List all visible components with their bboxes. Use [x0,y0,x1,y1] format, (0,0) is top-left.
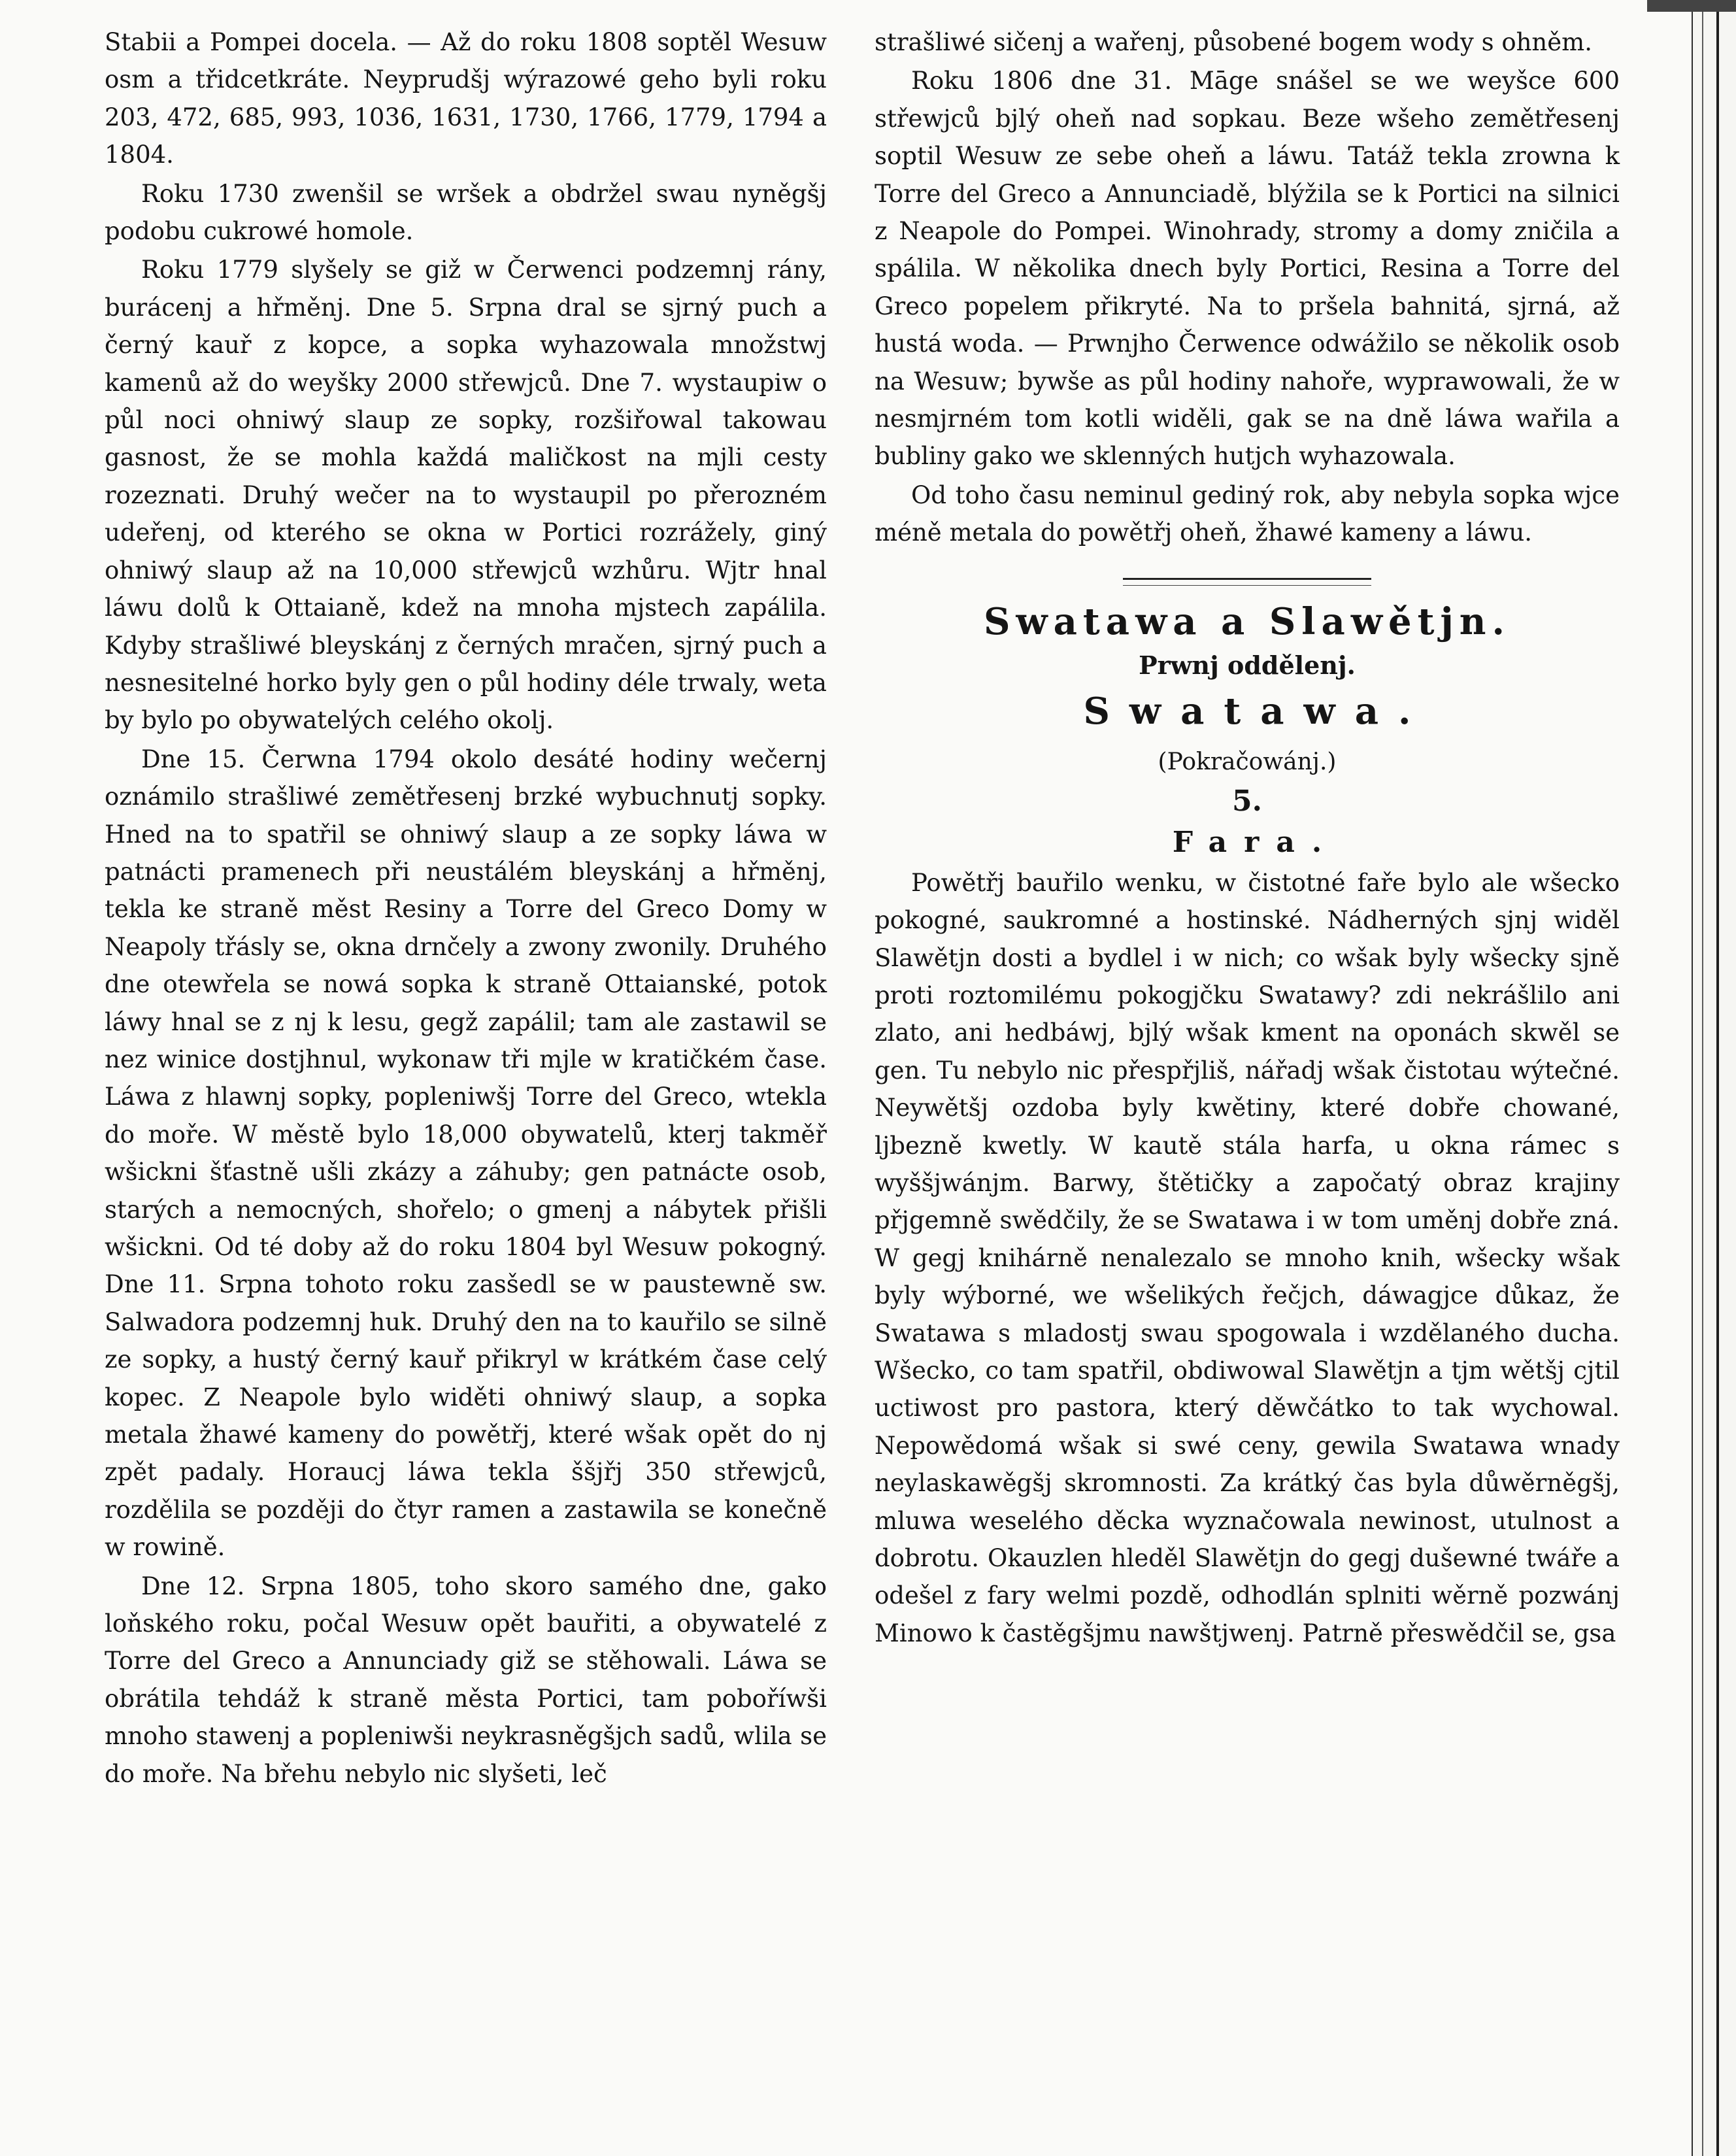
page-edge [1702,0,1703,2156]
story-title: Swatawa a Slawětjn. [983,599,1511,643]
left-column [105,24,827,1793]
chapter-title: Fara. [1172,825,1339,859]
paragraph: Dne 15. Čerwna 1794 okolo desáté hodiny wečernj oznámilo strašliwé zemětřesenj brzké wybuchnutj sopky. Hned na to spatřil se ohniwý slaup a ze sopky láwa w patnácti pramenech při neustálém bleyskánj a hřměnj, tekla ke straně měst Resiny a Torre del Greco Domy w Neapoly třásly se, okna drnčely a zwony zwonily. Druhého dne otewřela se nowá sopka k straně Ottaianské, potok láwy hnal se z nj k lesu, gegž zapálil; tam ale zastawil se nez winice dostjhnul, wykonaw tři mjle w kratičkém čase. Láwa z hlawnj sopky, popleniwšj Torre del Greco, wtekla do moře. W městě bylo 18,000 obywatelů, kterj takměř wšickni šťastně ušli zkázy a záhuby; gen patnácte osob, starých a nemocných, shořelo; o gmenj a nábytek přišli wšickni. Od té doby až do roku 1804 byl Wesuw pokogný. Dne 11. Srpna tohoto roku zasšedl se w paustewně sw. Salwadora podzemnj huk. Druhý den na to kauřilo se silně ze sopky, a hustý černý kauř přikryl w krátkém čase celý kopec. Z Neapole bylo widěti ohniwý slaup, a sopka metala žhawé kameny do powětřj, které wšak opět do nj zpět padaly. Horaucj láwa tekla ššjřj 350 střewjců, rozdělila se později do čtyr ramen a zastawila se konečně w rowině. [105,745,827,1562]
section-title: Swatawa. [1083,689,1431,733]
paragraph: strašliwé sičenj a wařenj, působené bogem wody s ohněm. [875,28,1593,56]
scan-border [1647,0,1736,12]
part-label: Prwnj oddělenj. [1139,650,1356,680]
paragraph: Od toho času neminul gediný rok, aby nebyla sopka wjce méně metala do powětřj oheň, žhawé kameny a láwu. [875,480,1620,547]
paragraph: Powětřj bauřilo wenku, w čistotné faře bylo ale wšecko pokogné, saukromné a hostinské. Nádherných sjnj widěl Slawětjn dosti a bydlel i w nich; co wšak byly wšecky sjně proti roztomilému pokogjčku Swatawy? zdi nekrášlilo ani zlato, ani hedbáwj, bjlý wšak kment na oponách skwěl se gen. Tu nebylo nic přespřjliš, nářadj wšak čistotau wýtečné. Neywětšj ozdoba byly kwětiny, které dobře chowané, ljbezně kwetly. W kautě stála harfa, u okna rámec s wyššjwánjm. Barwy, štětičky a započatý obraz krajiny přjgemně swědčily, že se Swatawa i w tom uměnj dobře zná. W gegj knihárně nenalezalo se mnoho knih, wšecky wšak byly wýborné, we wšelikých řečjch, dáwagjce důkaz, že Swatawa s mladostj swau spogowala i wzdělaného ducha. Wšecko, co tam spatřil, obdiwowal Slawětjn a tjm wětšj cjtil uctiwost pro pastora, který děwčátko to tak wychowal. Nepowědomá wšak si swé ceny, gewila Swatawa wnady neylaskawěgšj skromnosti. Za krátký čas byla důwěrněgšj, mluwa weselého děcka wyznačowala newinost, utulnost a dobrotu. Okauzlen hleděl Slawětjn do gegj dušewné twáře a odešel z fary welmi pozdě, odhodlán splniti wěrně pozwánj Minowo k častěgšjmu nawštjwenj. Patrně přeswědčil se, gsa [875,868,1620,1647]
paragraph: Roku 1806 dne 31. Māge snášel se we weyšce 600 střewjců bjlý oheň nad sopkau. Beze wšeho zemětřesenj soptil Wesuw ze sebe oheň a láwu. Tatáž tekla zrowna k Torre del Greco a Annunciadě, blýžila se k Portici na silnici z Neapole do Pompei. Winohrady, stromy a domy zničila a spálila. W několika dnech byly Portici, Resina a Torre del Greco popelem přikryté. Na to pršela bahnitá, sjrná, až hustá woda. — Prwnjho Čerwence odwážilo se několik osob na Wesuw; bywše as půl hodiny nahoře, wyprawowali, že w nesmjrném tom kotli widěli, gak se na dně láwa wařila a bubliny gako we sklenných hutjch wyhazowala. [875,67,1620,471]
continued-note: (Pokračowánj.) [1158,748,1337,775]
paragraph: Dne 12. Srpna 1805, toho skoro samého dne, gako loňského roku, počal Wesuw opět bauřiti, a obywatelé z Torre del Greco a Annunciady giž se stěhowali. Láwa se obrátila tehdáž k straně města Portici, tam poboříwši mnoho stawenj a popleniwši neykrasněgšjch sadů, wlila se do moře. Na břehu nebylo nic slyšeti, leč [105,1572,827,1788]
chapter-number: 5. [1232,784,1262,818]
page-edge [1692,0,1693,2156]
page-edge [1716,0,1719,2156]
paragraph: Stabii a Pompei docela. — Až do roku 1808 soptěl Wesuw osm a třidcetkráte. Neyprudšj wýrazowé geho byli roku 203, 472, 685, 993, 1036, 1631, 1730, 1766, 1779, 1794 a 1804. [105,28,827,169]
paragraph: Roku 1779 slyšely se giž w Čerwenci podzemnj rány, burácenj a hřměnj. Dne 5. Srpna dral se sjrný puch a černý kauř z kopce, a sopka wyhazowala množstwj kamenů až do weyšky 2000 střewjců. Dne 7. wystaupiw o půl noci ohniwý slaup ze sopky, rozšiřowal takowau gasnost, že se mohla každá maličkost na mjli cesty rozeznati. Druhý wečer na to wystaupil po přerozném udeřenj, od kterého se okna w Portici rozrážely, giný ohniwý slaup až na 10,000 střewjců wzhůru. Wjtr hnal láwu dolů k Ottaianě, kdež na mnoha mjstech zapálila. Kdyby strašliwé bleyskánj z černých mračen, sjrný puch a nesnesitelné horko byly gen o půl hodiny déle trwaly, weta by bylo po obywatelých celého okolj. [105,256,827,735]
paragraph: Roku 1730 zwenšil se wršek a obdržel swau nyněgšj podobu cukrowé homole. [105,179,827,246]
section-divider [1123,578,1371,586]
right-column [875,24,1620,1652]
